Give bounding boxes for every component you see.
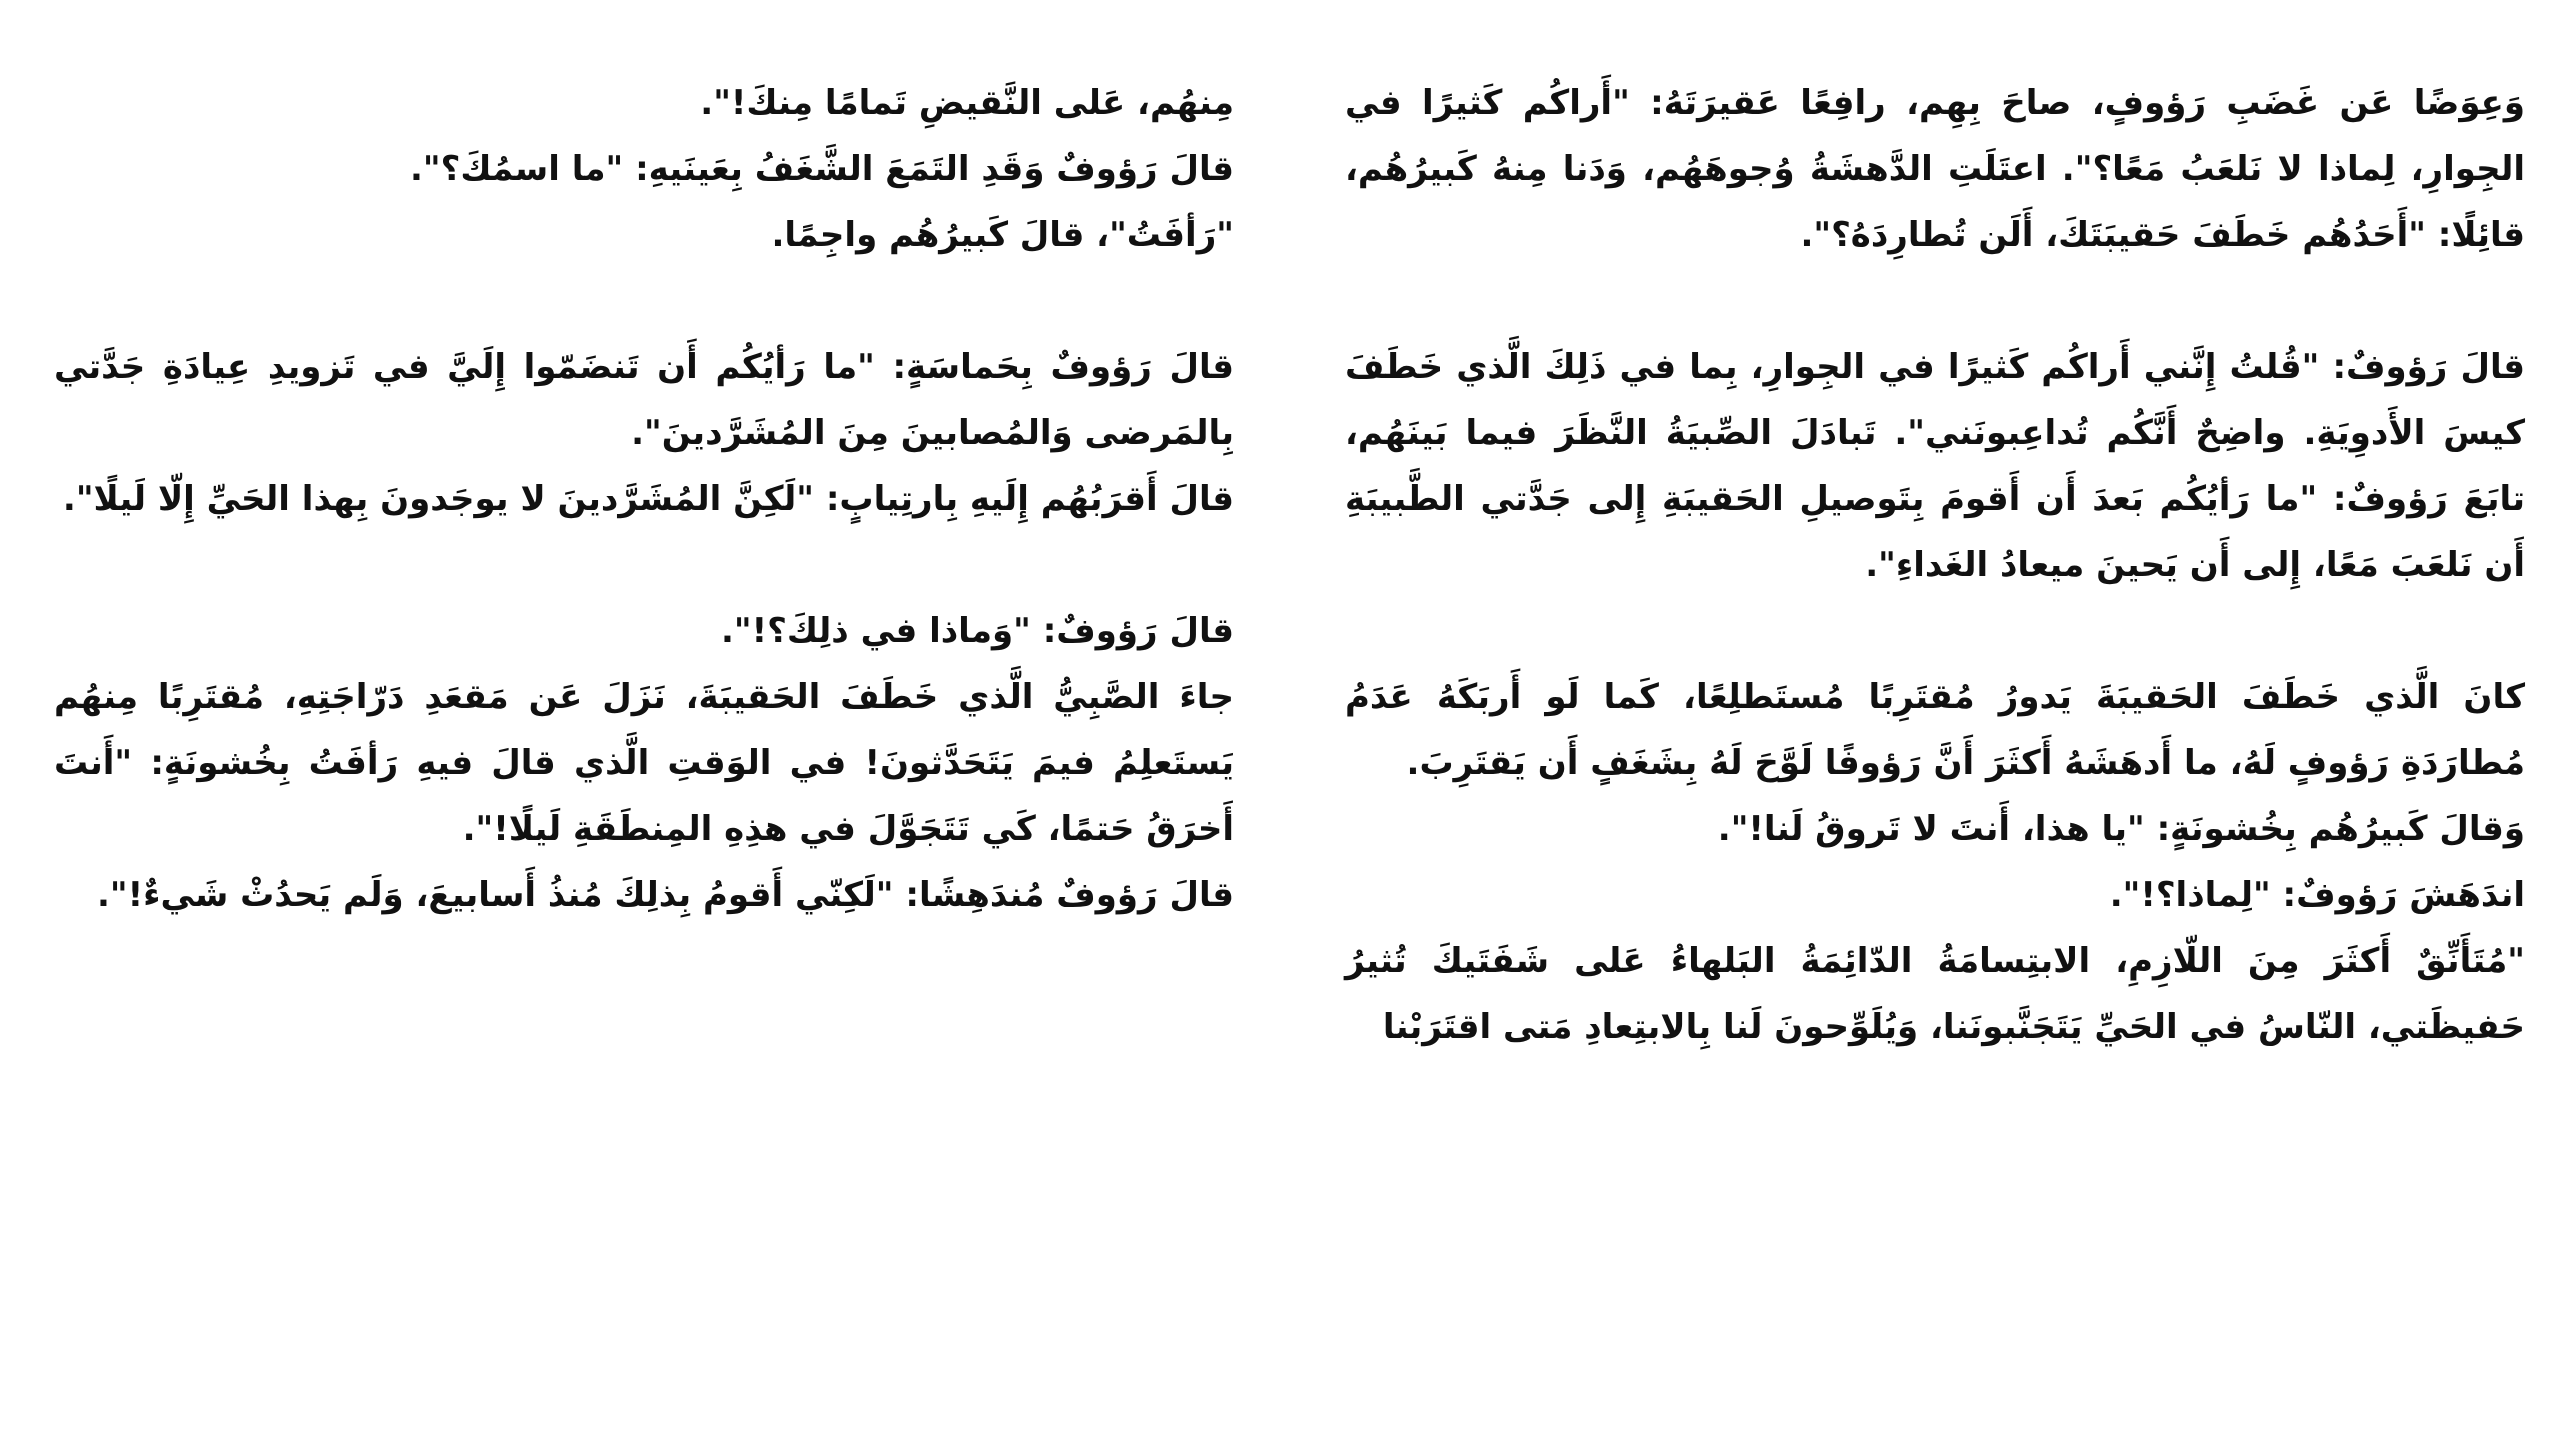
paragraph: قالَ رَؤوفٌ مُندَهِشًا: "لَكِنّي أَقومُ بِذلِكَ مُنذُ أَسابيعَ، وَلَم يَحدُثْ شَيءٌ!". — [96, 875, 1234, 915]
paragraph: اندَهَشَ رَؤوفٌ: "لِماذا؟!". — [2109, 875, 2525, 915]
left-text-column — [54, 70, 1234, 928]
paragraph: قالَ رَؤوفٌ بِحَماسَةٍ: "ما رَأيُكُم أَن تَنضَمّوا إِلَيَّ في تَزويدِ عِيادَةِ جَدَّتي بِالمَرضى وَالمُصابينَ مِنَ المُشَرَّدينَ". — [54, 347, 1234, 453]
paragraph: جاءَ الصَّبِيُّ الَّذي خَطَفَ الحَقيبَةَ، نَزَلَ عَن مَقعَدِ دَرّاجَتِهِ، مُقتَرِبًا مِنهُم يَستَعلِمُ فيمَ يَتَحَدَّثونَ! في الوَقتِ الَّذي قالَ فيهِ رَأفَتُ بِخُشونَةٍ: "أَنتَ أَخرَقُ حَتمًا، كَي تَتَجَوَّلَ في هذِهِ المِنطَقَةِ لَيلًا!". — [54, 677, 1234, 849]
right-text-column — [1345, 70, 2525, 1060]
paragraph: وَقالَ كَبيرُهُم بِخُشونَةٍ: "يا هذا، أَنتَ لا تَروقُ لَنا!". — [1717, 809, 2525, 849]
paragraph: وَعِوَضًا عَن غَضَبِ رَؤوفٍ، صاحَ بِهِم، رافِعًا عَقيرَتَهُ: "أَراكُم كَثيرًا في الجِوارِ، لِماذا لا نَلعَبُ مَعًا؟". اعتَلَتِ الدَّهشَةُ وُجوهَهُم، وَدَنا مِنهُ كَبيرُهُم، قائِلًا: "أَحَدُهُم خَطَفَ حَقيبَتَكَ، أَلَن تُطارِدَهُ؟". — [1345, 83, 2525, 255]
paragraph: كانَ الَّذي خَطَفَ الحَقيبَةَ يَدورُ مُقتَرِبًا مُستَطلِعًا، كَما لَو أَربَكَهُ عَدَمُ مُطارَدَةِ رَؤوفٍ لَهُ، ما أَدهَشَهُ أَكثَرَ أَنَّ رَؤوفًا لَوَّحَ لَهُ بِشَغَفٍ أَن يَقتَرِبَ. — [1345, 677, 2525, 783]
paragraph: مِنهُم، عَلى النَّقيضِ تَمامًا مِنكَ!". — [700, 83, 1234, 123]
paragraph: قالَ أَقرَبُهُم إِلَيهِ بِارتِيابٍ: "لَكِنَّ المُشَرَّدينَ لا يوجَدونَ بِهذا الحَيِّ إِلّا لَيلًا". — [62, 479, 1234, 519]
paragraph: قالَ رَؤوفٌ وَقَدِ التَمَعَ الشَّغَفُ بِعَينَيهِ: "ما اسمُكَ؟". — [409, 149, 1234, 189]
paragraph: قالَ رَؤوفٌ: "قُلتُ إِنَّني أَراكُم كَثيرًا في الجِوارِ، بِما في ذَلِكَ الَّذي خَطَفَ كيسَ الأَدوِيَةِ. واضِحٌ أَنَّكُم تُداعِبونَني". تَبادَلَ الصِّبيَةُ النَّظَرَ فيما بَينَهُم، تابَعَ رَؤوفٌ: "ما رَأيُكُم بَعدَ أَن أَقومَ بِتَوصيلِ الحَقيبَةِ إِلى جَدَّتي الطَّبيبَةِ أَن نَلعَبَ مَعًا، إِلى أَن يَحينَ ميعادُ الغَداءِ". — [1345, 347, 2525, 585]
paragraph: "رَأفَتُ"، قالَ كَبيرُهُم واجِمًا. — [771, 215, 1234, 255]
paragraph: قالَ رَؤوفٌ: "وَماذا في ذلِكَ؟!". — [721, 611, 1234, 651]
paragraph: "مُتَأَنِّقٌ أَكثَرَ مِنَ اللّازِمِ، الابتِسامَةُ الدّائِمَةُ البَلهاءُ عَلى شَفَتَيكَ تُثيرُ حَفيظَتي، النّاسُ في الحَيِّ يَتَجَنَّبونَنا، وَيُلَوِّحونَ لَنا بِالابتِعادِ مَتى اقتَرَبْنا — [1345, 941, 2525, 1047]
